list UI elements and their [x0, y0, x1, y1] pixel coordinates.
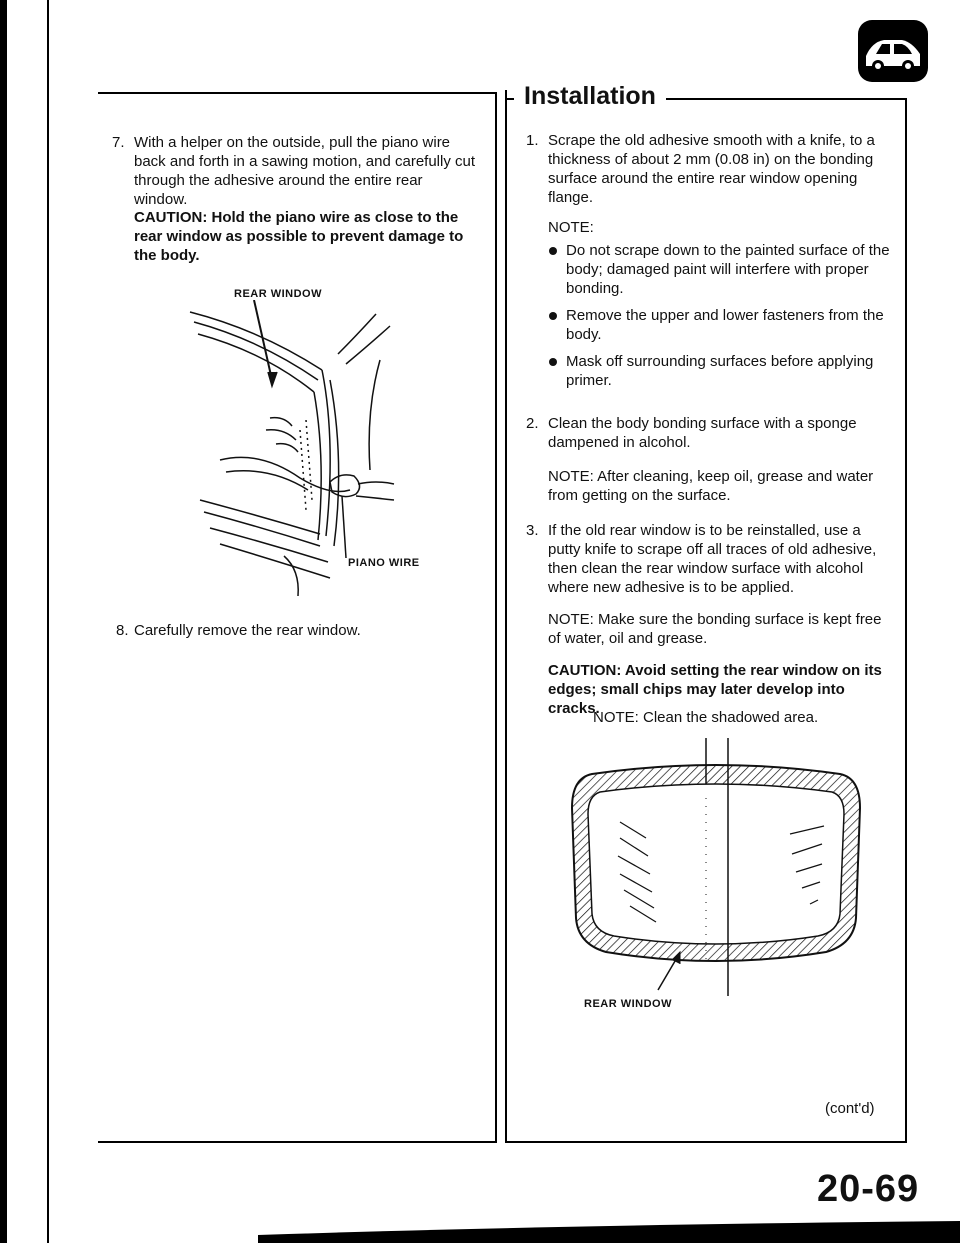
- page-number: 20-69: [817, 1168, 920, 1210]
- step1-note-label: NOTE:: [548, 219, 594, 236]
- step2-text: Clean the body bonding surface with a sponge dampened in alcohol.: [548, 415, 857, 451]
- step2-number: 2.: [526, 415, 539, 432]
- step8-number: 8.: [116, 622, 129, 639]
- figure-note: NOTE: Clean the shadowed area.: [593, 709, 819, 726]
- piano-wire-figure: [180, 300, 400, 600]
- step3-number: 3.: [526, 522, 539, 539]
- step7-caution: CAUTION: Hold the piano wire as close to the rear window as possible to prevent damage to the body.: [134, 209, 464, 264]
- step1-note-item: Remove the upper and lower fasteners from the body.: [548, 306, 890, 344]
- right-right-rule: [905, 98, 907, 1143]
- step1-note-item: Mask off surrounding surfaces before applying primer.: [548, 352, 890, 390]
- step1-number: 1.: [526, 132, 539, 149]
- step3-text: If the old rear window is to be reinstalled, use a putty knife to scrape off all traces of old adhesive, then clean the rear window surface with alcohol where new adhesive is to be applied.: [548, 522, 877, 596]
- car-body-icon: [858, 20, 928, 82]
- left-right-rule: [495, 92, 497, 1142]
- figure-label-rear-window: REAR WINDOW: [234, 288, 322, 300]
- step3-note: NOTE: Make sure the bonding surface is kept free of water, oil and grease.: [548, 611, 882, 647]
- bottom-decorative-bar: [258, 1221, 960, 1243]
- step7-text: With a helper on the outside, pull the piano wire back and forth in a sawing motion, and carefully cut through the adhesive around the entire rear window.: [134, 134, 476, 208]
- left-margin-rule: [47, 0, 49, 1243]
- figure-label-rear-window-2: REAR WINDOW: [584, 998, 672, 1010]
- continued-label: (cont'd): [825, 1100, 875, 1117]
- section-title: Installation: [514, 82, 666, 111]
- step3-caution: CAUTION: Avoid setting the rear window on its edges; small chips may later develop into cracks.: [548, 662, 882, 717]
- step7-number: 7.: [112, 134, 125, 151]
- rear-window-figure: [556, 738, 876, 998]
- step2-note: NOTE: After cleaning, keep oil, grease and water from getting on the surface.: [548, 468, 874, 504]
- step1-notes-list: [548, 241, 890, 398]
- figure-label-piano-wire: PIANO WIRE: [348, 557, 420, 569]
- step1-text: Scrape the old adhesive smooth with a knife, to a thickness of about 2 mm (0.08 in) on the bonding surface around the entire rear window opening flange.: [548, 132, 875, 206]
- left-bottom-rule: [98, 1141, 497, 1143]
- left-top-rule: [98, 92, 497, 94]
- step1-note-item: Do not scrape down to the painted surface of the body; damaged paint will interfere with proper bonding.: [548, 241, 890, 298]
- right-bottom-rule: [505, 1141, 907, 1143]
- binding-edge-bar: [0, 0, 7, 1243]
- right-left-rule: [505, 90, 507, 1143]
- step8-text: Carefully remove the rear window.: [134, 622, 361, 639]
